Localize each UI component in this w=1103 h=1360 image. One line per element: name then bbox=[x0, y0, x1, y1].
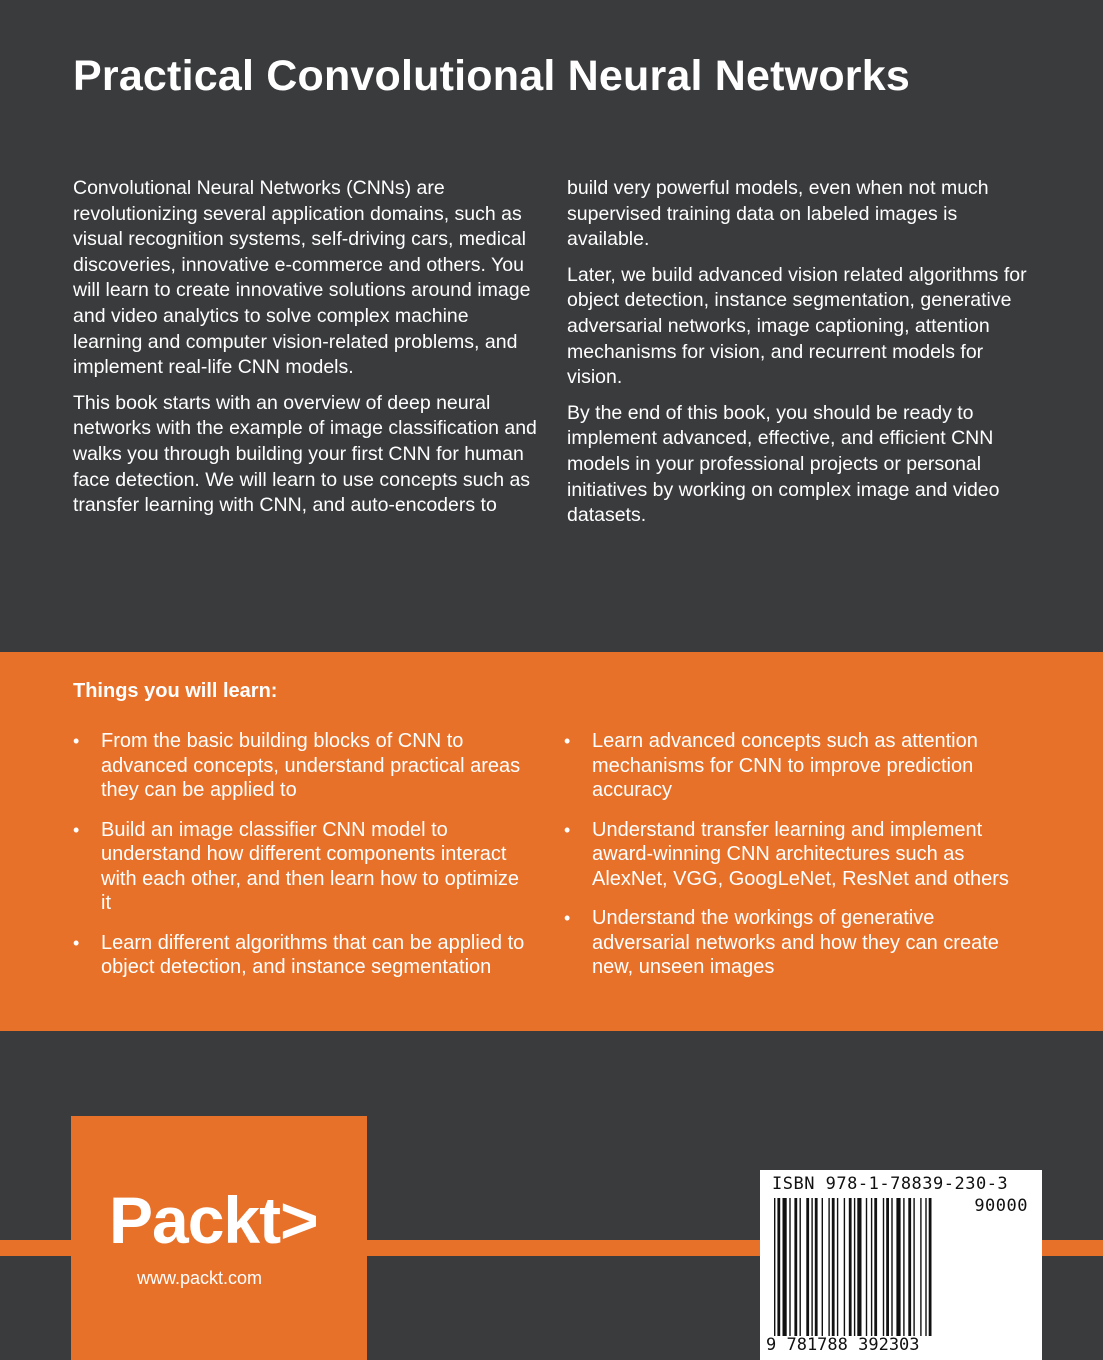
packt-logo-icon: Packt> bbox=[109, 1183, 318, 1257]
barcode-bar bbox=[883, 1198, 884, 1336]
learn-list-item bbox=[564, 729, 1034, 803]
barcode-bar bbox=[854, 1198, 855, 1336]
isbn-text: ISBN 978-1-78839-230-3 bbox=[772, 1174, 1009, 1194]
barcode-bar bbox=[794, 1198, 797, 1336]
barcode-bar bbox=[874, 1198, 877, 1336]
barcode-bar bbox=[866, 1198, 867, 1336]
learn-item-text: Learn different algorithms that can be applied to object detection, and instance segmentation bbox=[101, 931, 525, 978]
bullet-icon: • bbox=[564, 908, 571, 928]
learn-list-item bbox=[73, 931, 533, 980]
barcode-bar bbox=[832, 1198, 835, 1336]
bullet-icon: • bbox=[73, 932, 80, 953]
barcode-bar bbox=[811, 1198, 812, 1336]
description-right-column bbox=[567, 176, 1037, 539]
barcode-bar bbox=[871, 1198, 872, 1336]
barcode-bar bbox=[908, 1198, 911, 1336]
description-left-column bbox=[73, 176, 543, 529]
learn-list-item bbox=[564, 906, 1034, 980]
barcode-bar bbox=[789, 1198, 790, 1336]
barcode-bar bbox=[913, 1198, 914, 1336]
bullet-icon: • bbox=[564, 819, 571, 840]
barcode-bar bbox=[806, 1198, 809, 1336]
barcode-bar bbox=[857, 1198, 861, 1336]
barcode-bar bbox=[783, 1198, 787, 1336]
learn-item-text: Learn advanced concepts such as attention mechanisms for CNN to improve prediction accuracy bbox=[592, 730, 978, 801]
learn-list-item bbox=[564, 818, 1034, 892]
barcode-bar bbox=[929, 1198, 932, 1336]
learn-item-text: From the basic building blocks of CNN to advanced concepts, understand practical areas they can be applied to bbox=[101, 730, 521, 801]
barcode-bar bbox=[903, 1198, 904, 1336]
publisher-logo-box bbox=[71, 1116, 367, 1360]
learn-item-text: Build an image classifier CNN model to understand how different components interact with each other, and then learn how to optimize it bbox=[101, 818, 520, 914]
barcode-bar bbox=[837, 1198, 838, 1336]
learn-heading: Things you will learn: bbox=[73, 680, 278, 702]
barcode-bar bbox=[844, 1198, 845, 1336]
barcode-bar bbox=[822, 1198, 823, 1336]
learn-item-text: Understand transfer learning and implement award-winning CNN architectures such as AlexNet, VGG, GoogLeNet, ResNet and others bbox=[592, 818, 1009, 890]
learn-list-left bbox=[73, 729, 533, 995]
barcode-bar bbox=[828, 1198, 829, 1336]
price-code: 90000 bbox=[974, 1196, 1028, 1216]
barcode-bar bbox=[925, 1198, 926, 1336]
description-paragraph: By the end of this book, you should be ready to implement advanced, effective, and efficient CNN models in your professional projects or personal initiatives by working on complex image and video datasets. bbox=[567, 401, 1000, 527]
page-title: Practical Convolutional Neural Networks bbox=[73, 52, 910, 100]
barcode-bar bbox=[800, 1198, 801, 1336]
barcode-bar bbox=[777, 1198, 780, 1336]
description-paragraph: Convolutional Neural Networks (CNNs) are revolutionizing several application domains, such as visual recognition systems, self-driving cars, medical discoveries, innovative e-commerce and others. You will learn to create innovative solutions around image and video analytics to solve complex machine learning and computer vision-related problems, and implement real-life CNN models. bbox=[73, 177, 531, 379]
description-paragraph: build very powerful models, even when not much supervised training data on labeled images is available. bbox=[567, 177, 989, 251]
barcode-bar bbox=[896, 1198, 900, 1336]
barcode-bar bbox=[815, 1198, 818, 1336]
barcode-bar bbox=[774, 1198, 775, 1336]
barcode-bar bbox=[891, 1198, 892, 1336]
publisher-url: www.packt.com bbox=[137, 1268, 263, 1288]
barcode-bar bbox=[886, 1198, 889, 1336]
learn-item-text: Understand the workings of generative adversarial networks and how they can create new, unseen images bbox=[592, 907, 999, 978]
learn-list-item bbox=[73, 729, 533, 803]
barcode-bar bbox=[920, 1198, 921, 1336]
barcode-bar bbox=[849, 1198, 852, 1336]
barcode-bars-icon bbox=[774, 1198, 974, 1336]
description-paragraph: Later, we build advanced vision related algorithms for object detection, instance segmentation, generative adversarial networks, image captioning, attention mechanisms for vision, and recurrent models for vision. bbox=[567, 263, 1027, 389]
learn-list-right bbox=[564, 729, 1034, 995]
learn-list-item bbox=[73, 818, 533, 916]
bullet-icon: • bbox=[73, 819, 80, 840]
description-paragraph: This book starts with an overview of deep neural networks with the example of image classification and walks you through building your first CNN for human face detection. We will learn to use concepts such as transfer learning with CNN, and auto-encoders to bbox=[73, 391, 537, 517]
bullet-icon: • bbox=[73, 731, 80, 751]
isbn-barcode bbox=[760, 1170, 1042, 1360]
bullet-icon: • bbox=[564, 731, 571, 751]
barcode-number: 9 781788 392303 bbox=[766, 1335, 920, 1355]
